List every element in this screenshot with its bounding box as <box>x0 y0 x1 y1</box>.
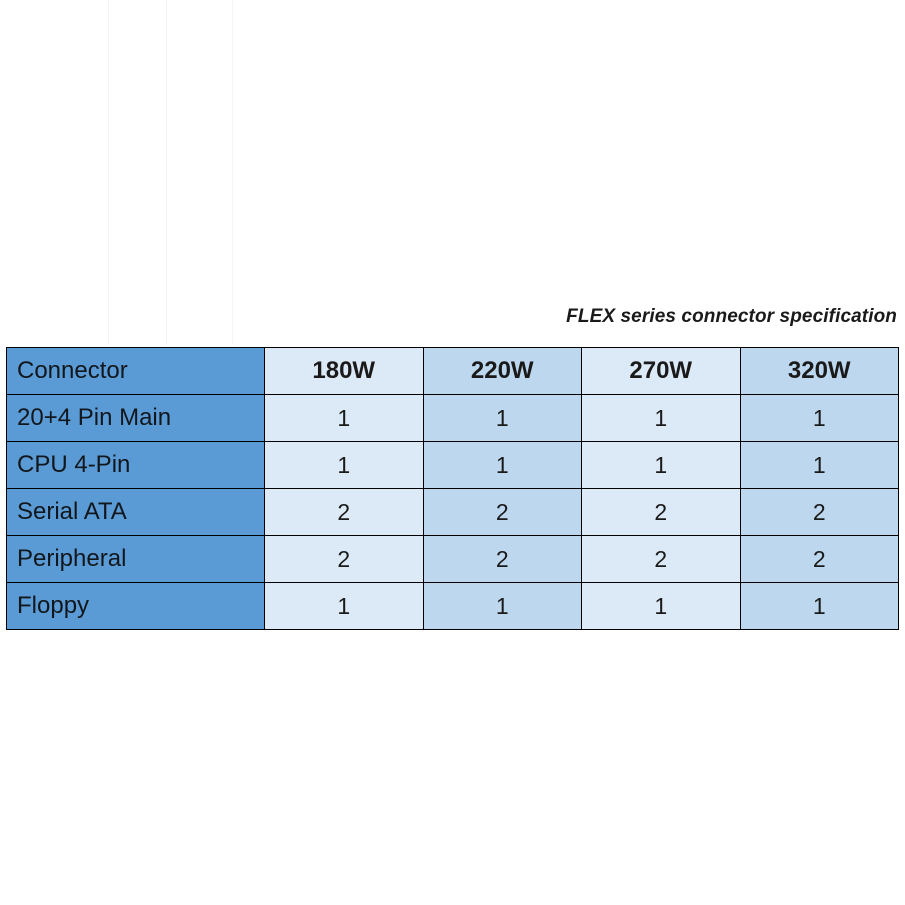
cell-cpu-4-pin-270w: 1 <box>582 442 741 489</box>
column-header-180w: 180W <box>265 348 424 395</box>
column-header-220w: 220W <box>423 348 582 395</box>
row-label-20-4-pin-main: 20+4 Pin Main <box>7 395 265 442</box>
table-row <box>7 442 899 489</box>
table-row <box>7 583 899 630</box>
cell-serial-ata-320w: 2 <box>740 489 899 536</box>
background-artifact-line <box>166 0 167 345</box>
cell-serial-ata-220w: 2 <box>423 489 582 536</box>
background-artifact-line <box>232 0 233 345</box>
cell-cpu-4-pin-220w: 1 <box>423 442 582 489</box>
cell-peripheral-270w: 2 <box>582 536 741 583</box>
row-label-serial-ata: Serial ATA <box>7 489 265 536</box>
cell-peripheral-180w: 2 <box>265 536 424 583</box>
row-label-floppy: Floppy <box>7 583 265 630</box>
cell-20-4-pin-main-320w: 1 <box>740 395 899 442</box>
cell-serial-ata-270w: 2 <box>582 489 741 536</box>
cell-cpu-4-pin-320w: 1 <box>740 442 899 489</box>
cell-floppy-220w: 1 <box>423 583 582 630</box>
cell-cpu-4-pin-180w: 1 <box>265 442 424 489</box>
row-label-cpu-4-pin: CPU 4-Pin <box>7 442 265 489</box>
table-row <box>7 395 899 442</box>
spec-table <box>6 347 899 630</box>
cell-peripheral-220w: 2 <box>423 536 582 583</box>
table-caption: FLEX series connector specification <box>566 306 897 327</box>
background-artifact-line <box>108 0 109 345</box>
column-header-320w: 320W <box>740 348 899 395</box>
cell-20-4-pin-main-220w: 1 <box>423 395 582 442</box>
connector-specification-table <box>6 347 899 630</box>
table-header-row <box>7 348 899 395</box>
cell-20-4-pin-main-270w: 1 <box>582 395 741 442</box>
cell-serial-ata-180w: 2 <box>265 489 424 536</box>
cell-floppy-320w: 1 <box>740 583 899 630</box>
table-row <box>7 536 899 583</box>
cell-20-4-pin-main-180w: 1 <box>265 395 424 442</box>
column-header-connector: Connector <box>7 348 265 395</box>
table-row <box>7 489 899 536</box>
cell-floppy-270w: 1 <box>582 583 741 630</box>
cell-floppy-180w: 1 <box>265 583 424 630</box>
cell-peripheral-320w: 2 <box>740 536 899 583</box>
row-label-peripheral: Peripheral <box>7 536 265 583</box>
column-header-270w: 270W <box>582 348 741 395</box>
